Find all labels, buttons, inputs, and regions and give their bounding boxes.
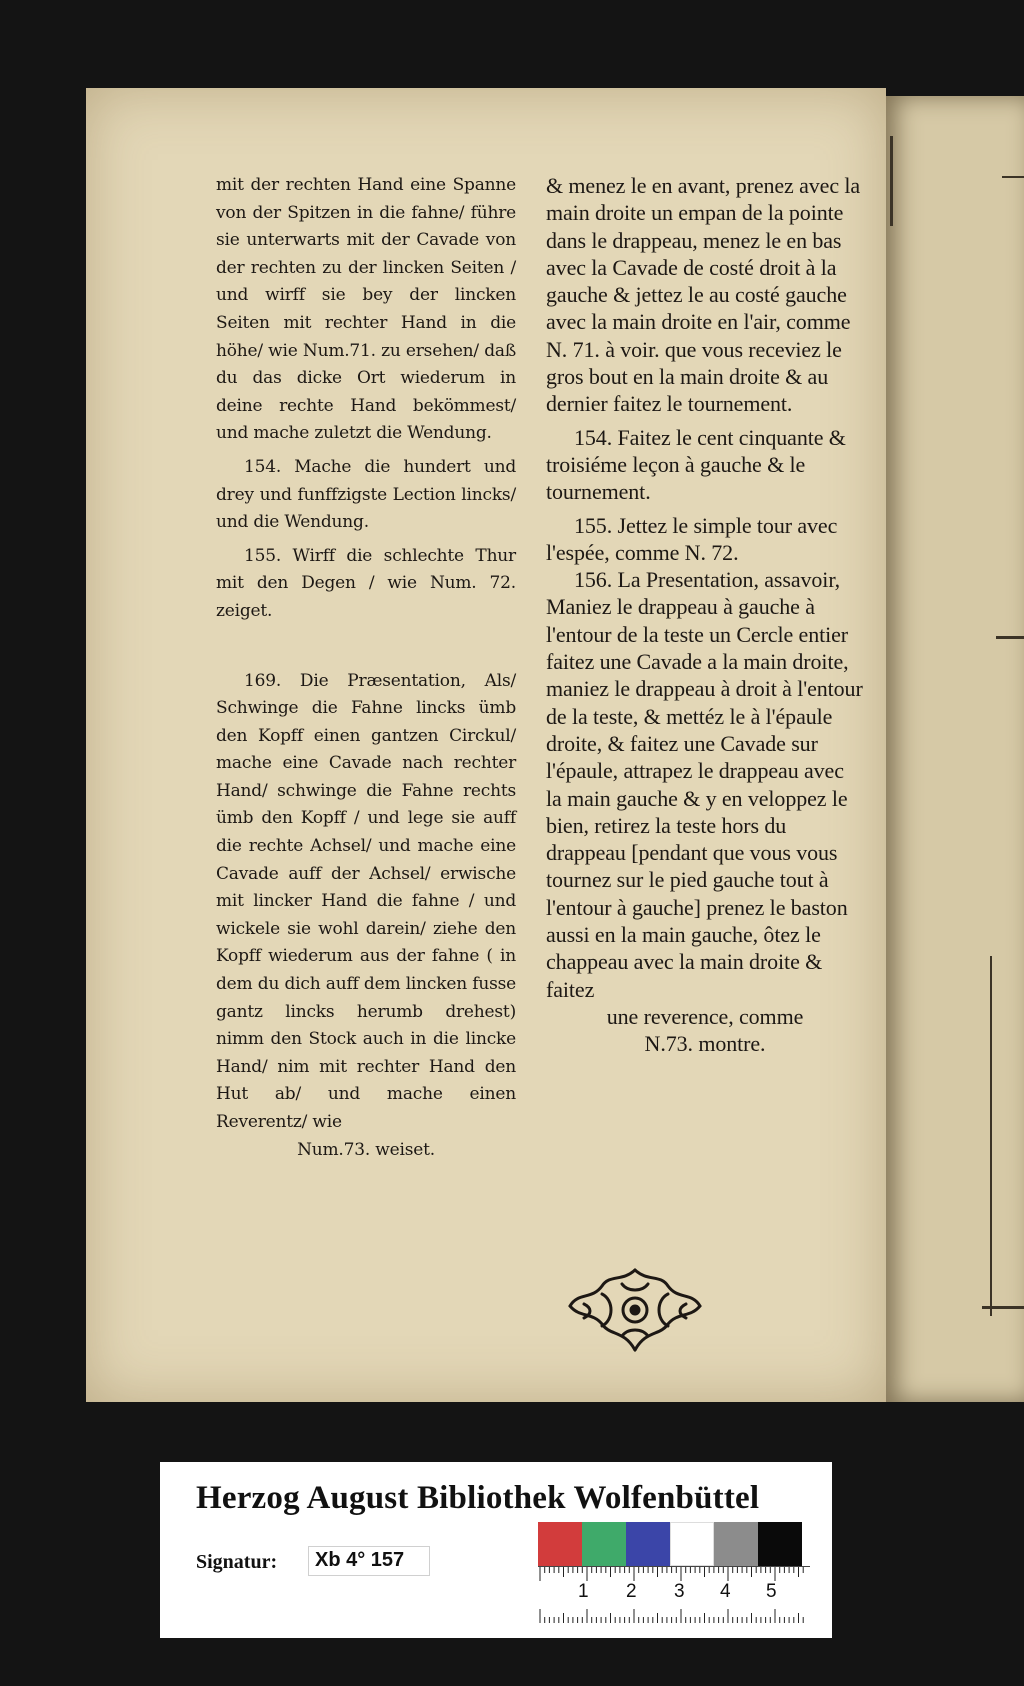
french-column	[546, 172, 864, 1058]
french-paragraph: 156. La Presentation, assavoir, Maniez le drappeau à gauche à l'entour de la teste un Cercle entier faitez une Cavade a la main droite, maniez le drappeau à droit à l'entour de la teste, & mettéz le à l'épaule droite, & faitez une Cavade sur l'épaule, attrapez le drappeau avec la main gauche & y en veloppez le bien, retirez la teste hors du drappeau [pendant que vous vous tournez sur le pied gauche tout à l'entour à gauche] prenez le baston aussi en la main gauche, ôtez le chappeau avec la main droite & faitez	[546, 567, 863, 1002]
german-paragraph: 154. Mache die hundert und drey und funffzigste Lection lincks/ und die Wendung.	[216, 456, 516, 533]
french-paragraph: N.73. montre.	[644, 1031, 766, 1057]
next-page-edge	[886, 96, 1024, 1402]
ruler-number: 5	[766, 1581, 777, 1602]
color-patch-gray	[714, 1522, 758, 1566]
book-page	[86, 88, 886, 1402]
german-paragraph: mit der rechten Hand eine Spanne von der Spitzen in die fahne/ führe sie unterwarts mit der Cavade von der rechten zu der lincken Seiten / und wirff sie bey der lincken Seiten mit rechter Hand in die höhe/ wie Num.71. zu ersehen/ daß du das dicke Ort wiederum in deine rechte Hand bekömmest/ und mache zuletzt die Wendung.	[216, 175, 516, 444]
color-patch-white	[670, 1522, 714, 1566]
color-patch-black	[758, 1522, 802, 1566]
signature-value: Xb 4° 157	[308, 1546, 430, 1576]
fleuron-ornament	[562, 1264, 708, 1356]
german-paragraph: Num.73. weiset.	[297, 1139, 435, 1160]
signature-label: Signatur:	[196, 1551, 278, 1573]
page-edge-mark	[1002, 176, 1024, 178]
ruler-number: 4	[720, 1581, 731, 1602]
page-edge-mark	[996, 636, 1024, 639]
color-patch-blue	[626, 1522, 670, 1566]
library-label	[160, 1462, 832, 1638]
ruler-number: 2	[626, 1581, 637, 1602]
french-paragraph: & menez le en avant, prenez avec la main droite un empan de la pointe dans le drappeau, menez le en bas avec la Cavade de costé droit à la gauche & jettez le au costé gauche avec la main droite en l'air, comme N. 71. à voir. que vous receviez le gros bout en la main droite & au dernier faitez le tournement.	[546, 173, 861, 417]
ruler-number: 3	[674, 1581, 685, 1602]
french-paragraph: 155. Jettez le simple tour avec l'espée, comme N. 72.	[546, 512, 838, 565]
german-paragraph: 155. Wirff die schlechte Thur mit den Degen / wie Num. 72. zeiget.	[216, 545, 516, 621]
german-paragraph: 169. Die Præsentation, Als/ Schwinge die Fahne lincks ümb den Kopff einen gantzen Circkul/ mache eine Cavade nach rechter Hand/ schwinge die Fahne rechts ümb den Kopff / und lege sie auff die rechte Achsel/ und mache eine Cavade auff der Achsel/ erwische mit lincker Hand die fahne / und wickele sie wohl darein/ ziehe den Kopff wiederum aus der fahne ( in dem du dich auff dem lincken fusse gantz lincks herumb drehest) nimm den Stock auch in die lincke Hand/ nim mit rechter Hand den Hut ab/ und mache einen Reverentz/ wie	[216, 670, 516, 1132]
french-paragraph: une reverence, comme	[606, 1003, 804, 1029]
page-edge-mark	[990, 956, 992, 1316]
german-column	[216, 172, 516, 1164]
library-name: Herzog August Bibliothek Wolfenbüttel	[196, 1480, 760, 1516]
color-patch-red	[538, 1522, 582, 1566]
page-edge-mark	[982, 1306, 1024, 1309]
color-chart	[538, 1522, 802, 1566]
page-edge-mark	[890, 136, 893, 226]
color-patch-green	[582, 1522, 626, 1566]
french-paragraph: 154. Faitez le cent cinquante & troisiéme leçon à gauche & le tournement.	[546, 424, 846, 505]
measurement-ruler	[538, 1566, 810, 1623]
ruler-number: 1	[578, 1581, 589, 1602]
